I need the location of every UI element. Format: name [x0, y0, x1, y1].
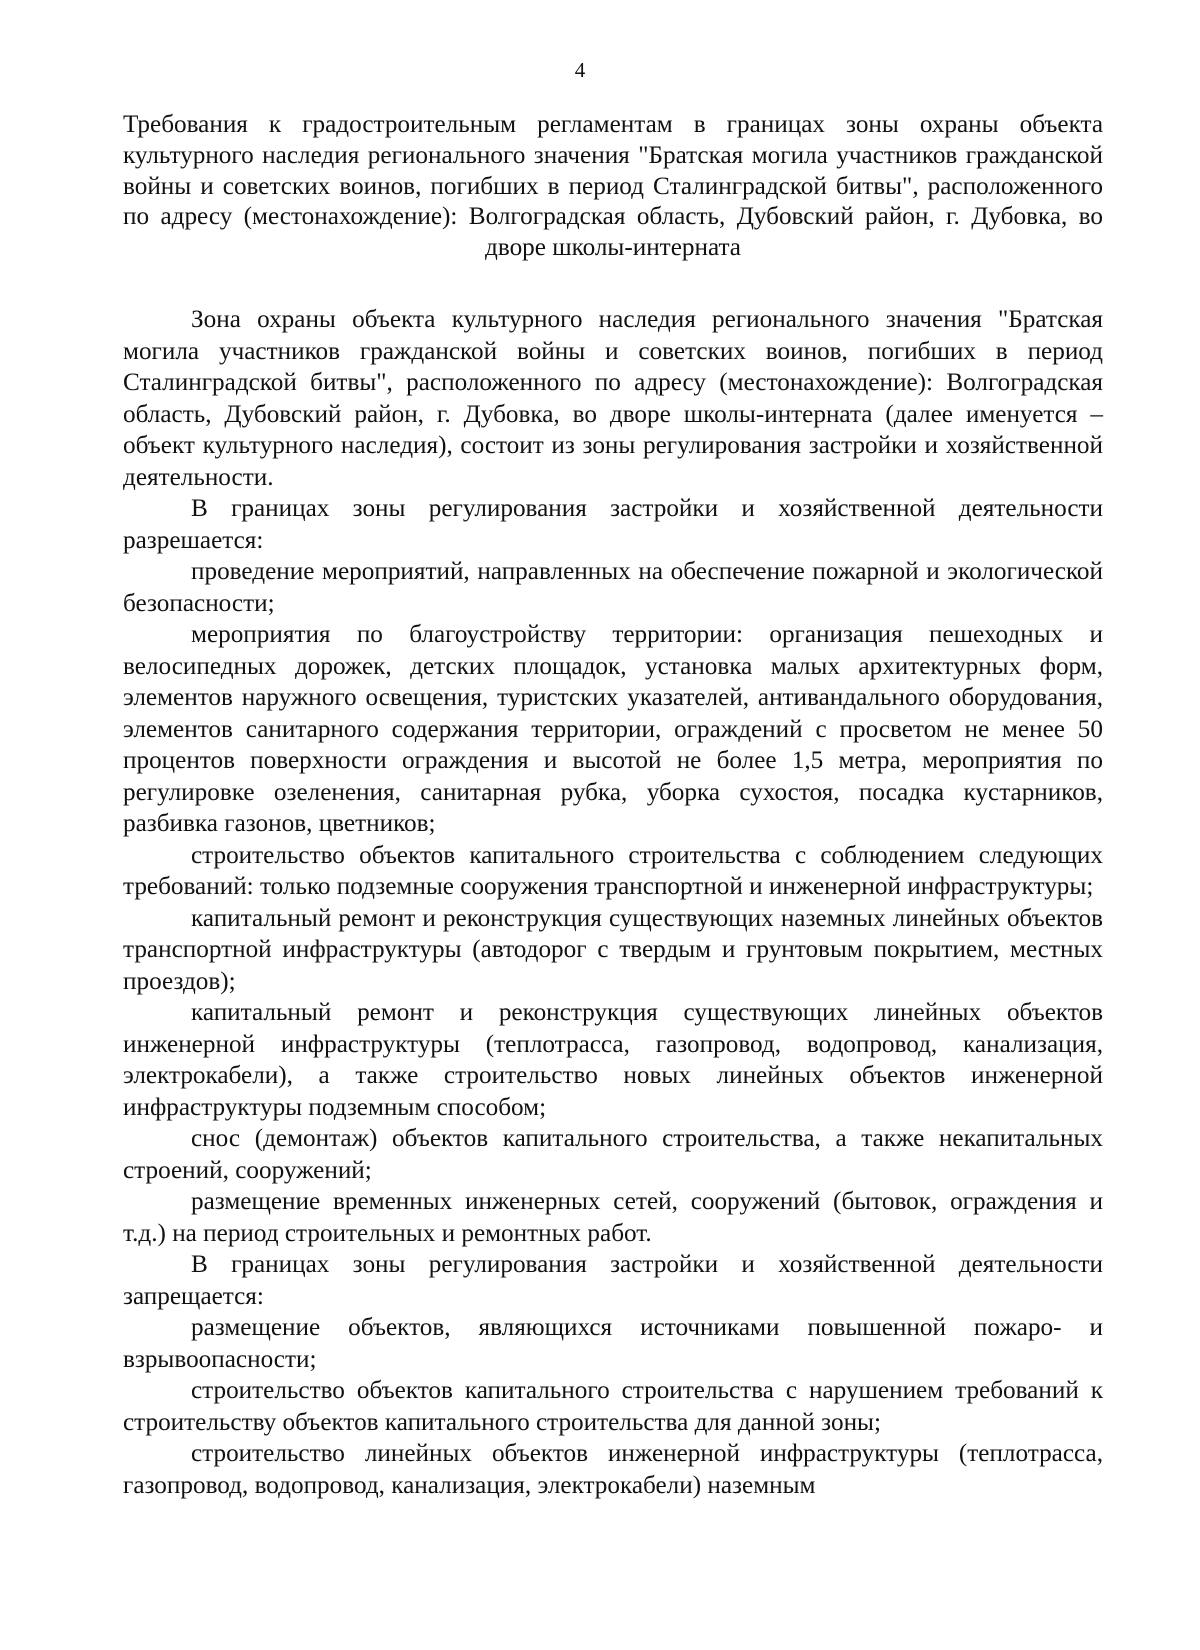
paragraph-permitted-heading: В границах зоны регулирования застройки и хозяйственной деятельности разрешается: — [123, 495, 1103, 554]
list-item-demolition: снос (демонтаж) объектов капитального строительства, а также некапитальных строений, сооружений; — [123, 1125, 1103, 1184]
page-number: 4 — [574, 58, 586, 82]
list-item-safety-measures: проведение мероприятий, направленных на обеспечение пожарной и экологической безопасности; — [123, 558, 1103, 617]
list-item-transport-repair: капитальный ремонт и реконструкция существующих наземных линейных объектов транспортной инфраструктуры (автодорог с твердым и грунтовым покрытием, местных проездов); — [123, 904, 1103, 995]
list-item-landscaping: мероприятия по благоустройству территории: организация пешеходных и велосипедных дорожек, детских площадок, установка малых архитектурных форм, элементов наружного освещения, туристских указателей, антивандального оборудования, элементов санитарного содержания территории, ограждений с просветом не менее 50 процентов поверхности ограждения и высотой не более 1,5 метра, мероприятия по регулировке озеленения, санитарная рубка, уборка сухостоя, посадка кустарников, разбивка газонов, цветников; — [123, 621, 1103, 837]
document-title: Требования к градостроительным регламентам в границах зоны охраны объекта культурного наследия регионального значения "Братская могила участников гражданской войны и советских воинов, погибших в период Сталинградской битвы", расположенного по адресу (местонахождение): Волгоградская область, Дубовский район, г. Дубовка, во дворе школы-интерната — [123, 111, 1103, 262]
list-item-construction-violation: строительство объектов капитального строительства с нарушением требований к строительству объектов капитального строительства для данной зоны; — [123, 1377, 1103, 1436]
list-item-engineering-repair: капитальный ремонт и реконструкция существующих линейных объектов инженерной инфраструктуры (теплотрасса, газопровод, водопровод, канализация, электрокабели), а также строительство новых линейных объектов инженерной инфраструктуры подземным способом; — [123, 999, 1103, 1121]
document-body — [123, 304, 1103, 1501]
paragraph-zone-description: Зона охраны объекта культурного наследия регионального значения "Братская могила участников гражданской войны и советских воинов, погибших в период Сталинградской битвы", расположенного по адресу (местонахождение): Волгоградская область, Дубовский район, г. Дубовка, во дворе школы-интерната (далее именуется – объект культурного наследия), состоит из зоны регулирования застройки и хозяйственной деятельности. — [123, 306, 1103, 491]
list-item-underground-construction: строительство объектов капитального строительства с соблюдением следующих требований: только подземные сооружения транспортной и инженерной инфраструктуры; — [123, 841, 1103, 900]
list-item-temporary-networks: размещение временных инженерных сетей, сооружений (бытовок, ограждения и т.д.) на период строительных и ремонтных работ. — [123, 1188, 1103, 1247]
list-item-overground-lines: строительство линейных объектов инженерной инфраструктуры (теплотрасса, газопровод, водопровод, канализация, электрокабели) наземным — [123, 1440, 1103, 1499]
paragraph-prohibited-heading: В границах зоны регулирования застройки и хозяйственной деятельности запрещается: — [123, 1251, 1103, 1310]
list-item-fire-hazard: размещение объектов, являющихся источниками повышенной пожаро- и взрывоопасности; — [123, 1314, 1103, 1373]
